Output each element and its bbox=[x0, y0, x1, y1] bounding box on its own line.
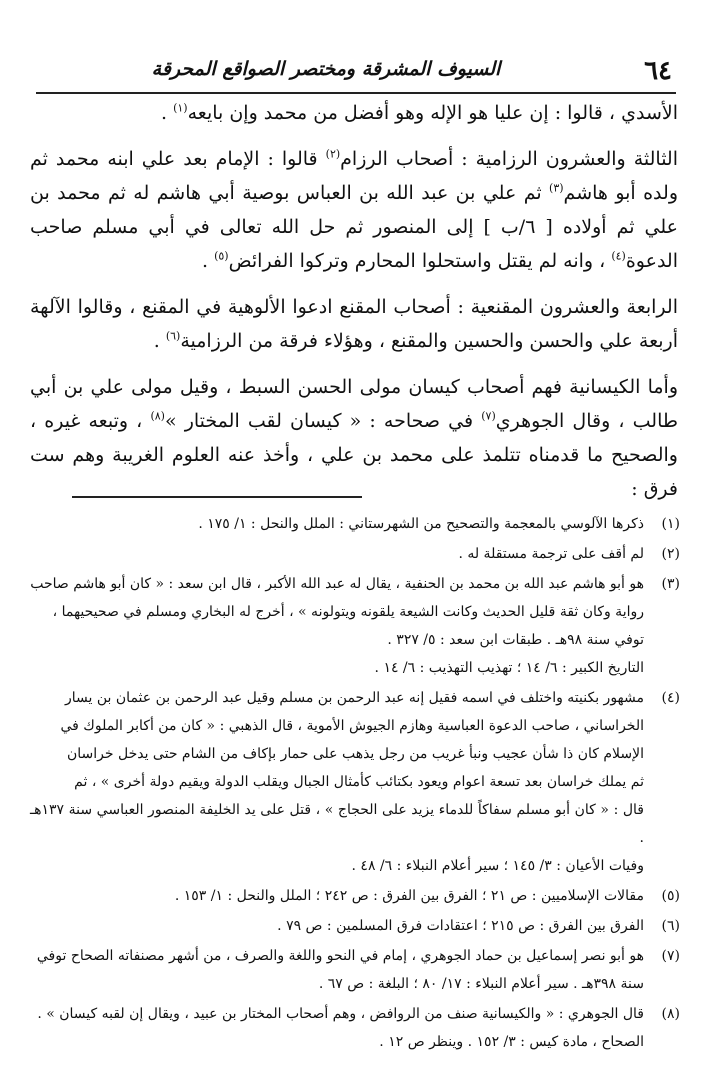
footnote: (٤) مشهور بكنيته واختلف في اسمه فقيل إنه عبد الرحمن بن مسلم وقيل عبد الرحمن بن عثمان بن يسار الخراساني ، صاحب الدعوة العباسية وهازم الجيوش الأموية ، قال الذهبي : « كان من أكابر الملوك في الإسلام كان ذا شأن عجيب ونبأ غريب من رجل يذهب على حمار بإكاف من الشام حتى يدخل خراسان ثم يملك خراسان بعد تسعة اعوام ويعود بكتائب كأمثال الجبال ويقلب الدولة ويقيم دولة أخرى » ، ثم قال : « كان أبو مسلم سفاكاً للدماء يزيد على الحجاج » ، قتل على يد الخليفة المنصور العباسي سنة ١٣٧هـ . وفيات الأعيان : ٣/ ١٤٥ ؛ سير أعلام النبلاء : ٦/ ٤٨ . bbox=[30, 684, 680, 880]
footnote-ref[interactable]: (٧) bbox=[481, 409, 496, 423]
footnote-number: (٢) bbox=[661, 546, 680, 562]
footnote-divider bbox=[72, 496, 362, 498]
footnote-number: (٣) bbox=[661, 576, 680, 592]
paragraph: الرابعة والعشرون المقنعية : أصحاب المقنع ادعوا الألوهية في المقنع ، وقالوا الآلهة أربعة علي والحسن والحسين والمقنع ، وهؤلاء فرقة من الرزامية$^{(٦)}$ . bbox=[30, 296, 678, 352]
footnote: (٦) الفرق بين الفرق : ص ٢١٥ ؛ اعتقادات فرق المسلمين : ص ٧٩ . bbox=[30, 912, 680, 940]
main-text bbox=[30, 96, 678, 518]
footnote-ref[interactable]: (٥) bbox=[214, 249, 229, 263]
footnote-number: (٧) bbox=[661, 948, 680, 964]
footnote-number: (٥) bbox=[661, 888, 680, 904]
footnote: (٥) مقالات الإسلاميين : ص ٢١ ؛ الفرق بين الفرق : ص ٢٤٢ ؛ الملل والنحل : ١/ ١٥٣ . bbox=[30, 882, 680, 910]
paragraph: وأما الكيسانية فهم أصحاب كيسان مولى الحسن السبط ، وقيل مولى علي بن أبي طالب ، وقال الجوهري$^{(٧)}$ في صحاحه : « كيسان لقب المختار »$^{(٨)}$ ، وتبعه غيره ، والصحيح ما قدمناه تتلمذ على محمد بن علي ، وأخذ عنه العلوم الغريبة وهم ست فرق : bbox=[30, 376, 679, 500]
paragraph: الأسدي ، قالوا : إن عليا هو الإله وهو أفضل من محمد وإن بايعه$^{(١)}$ . bbox=[160, 101, 678, 124]
footnote-ref[interactable]: (٦) bbox=[165, 329, 181, 343]
footnote-ref[interactable]: (١) bbox=[173, 101, 188, 115]
book-title: السيوف المشرقة ومختصر الصواقع المحرقة bbox=[151, 58, 501, 80]
footnote-ref[interactable]: (٤) bbox=[611, 249, 626, 263]
footnote: (٣) هو أبو هاشم عبد الله بن محمد بن الحنفية ، يقال له عبد الله الأكبر ، قال ابن سعد : « كان أبو هاشم صاحب رواية وكان ثقة قليل الحديث وكانت الشيعة يلقونه ويتولونه » ، أخرج له البخاري ومسلم في صحيحيهما ، توفي سنة ٩٨هـ . طبقات ابن سعد : ٥/ ٣٢٧ . التاريخ الكبير : ٦/ ١٤ ؛ تهذيب التهذيب : ٦/ ١٤ . bbox=[30, 570, 680, 682]
footnote-number: (١) bbox=[661, 516, 680, 532]
footnote-number: (٦) bbox=[661, 918, 680, 934]
footnote-number: (٨) bbox=[661, 1006, 680, 1022]
footnotes bbox=[30, 510, 680, 1058]
footnote-ref[interactable]: (٣) bbox=[549, 181, 564, 195]
page-header bbox=[36, 52, 676, 94]
page-number: ٦٤ bbox=[644, 56, 672, 86]
footnote: (٧) هو أبو نصر إسماعيل بن حماد الجوهري ، إمام في النحو واللغة والصرف ، من أشهر مصنفاته الصحاح توفي سنة ٣٩٨هـ . سير أعلام النبلاء : ١٧/ ٨٠ ؛ البلغة : ص ٦٧ . bbox=[30, 942, 680, 998]
footnote-ref[interactable]: (٢) bbox=[325, 147, 341, 161]
footnote-ref[interactable]: (٨) bbox=[150, 409, 165, 423]
footnote: (٢) لم أقف على ترجمة مستقلة له . bbox=[30, 540, 680, 568]
footnote: (١) ذكرها الآلوسي بالمعجمة والتصحيح من الشهرستاني : الملل والنحل : ١/ ١٧٥ . bbox=[30, 510, 680, 538]
paragraph: الثالثة والعشرون الرزامية : أصحاب الرزام$^{(٢)}$ قالوا : الإمام بعد علي ابنه محمد ثم ولده أبو هاشم$^{(٣)}$ ثم علي بن عبد الله بن العباس بوصية أبي هاشم له ثم محمد بن علي ثم أولاده [ ٦/ب ] إلى المنصور ثم حل الله تعالى في أبي مسلم صاحب الدعوة$^{(٤)}$ ، وانه لم يقتل واستحلوا المحارم وتركوا الفرائض$^{(٥)}$ . bbox=[30, 147, 679, 272]
footnote-number: (٤) bbox=[661, 690, 680, 706]
footnote: (٨) قال الجوهري : « والكيسانية صنف من الروافض ، وهم أصحاب المختار بن عبيد ، ويقال إن لقبه كيسان » . الصحاح ، مادة كيس : ٣/ ١٥٢ . وينظر ص ١٢ . bbox=[30, 1000, 680, 1056]
